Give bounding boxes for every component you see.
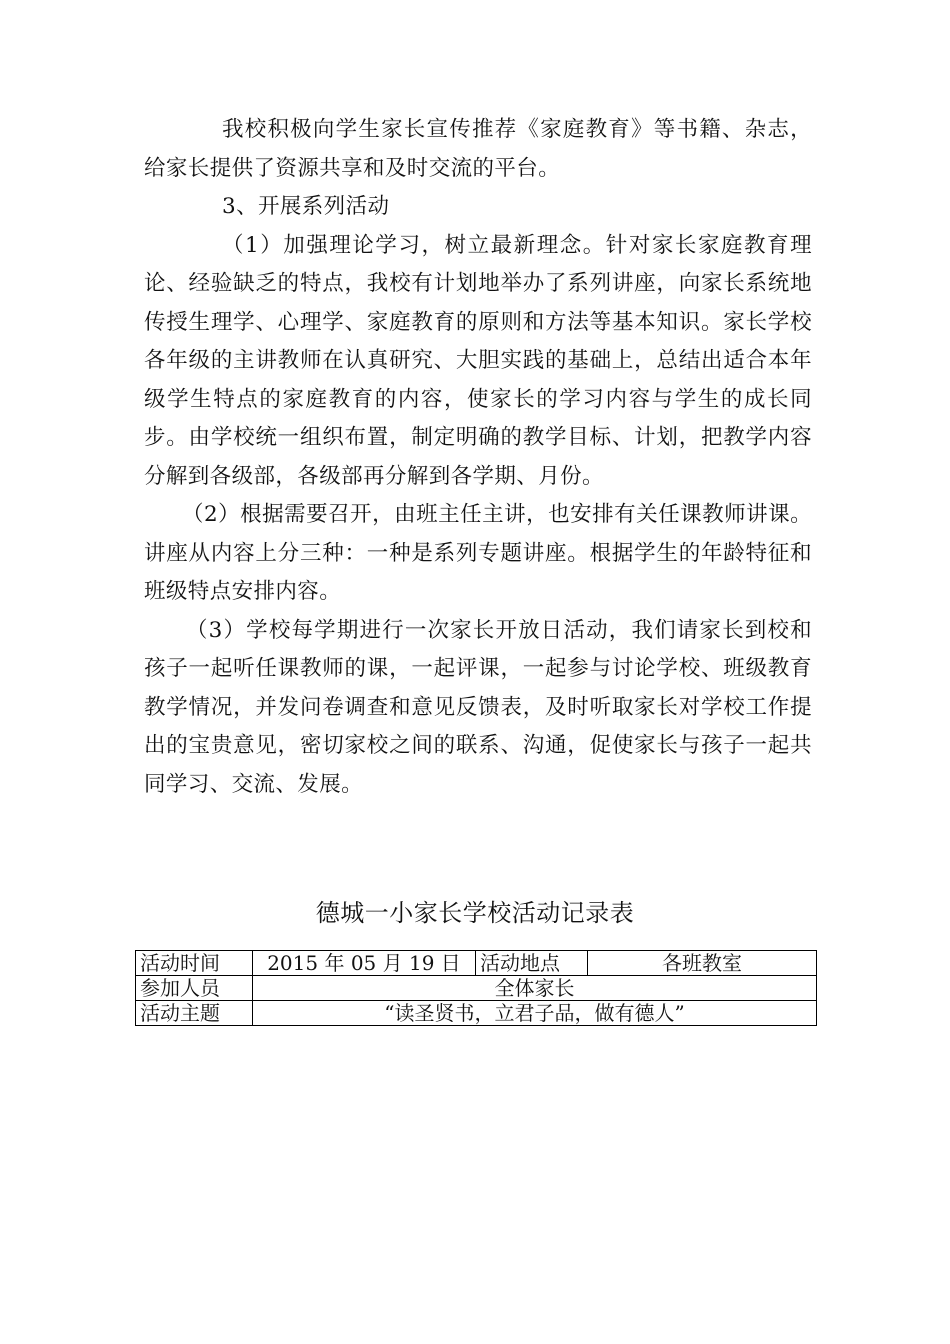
theme-label-cell: 活动主题 <box>136 1001 253 1026</box>
time-value-cell: 2015 年 05 月 19 日 <box>253 951 476 976</box>
body-text <box>144 111 812 804</box>
paragraph-lectures: （2）根据需要召开，由班主任主讲，也安排有关任课教师讲课。讲座从内容上分三种：一种是系列专题讲座。根据学生的年龄特征和班级特点安排内容。 <box>144 502 812 604</box>
record-table-title: 德城一小家长学校活动记录表 <box>315 899 635 927</box>
table-row <box>136 1001 817 1026</box>
paragraph-open-day: （3）学校每学期进行一次家长开放日活动，我们请家长到校和孩子一起听任课教师的课，一起评课，一起参与讨论学校、班级教育教学情况，并发问卷调查和意见反馈表，及时听取家长对学校工作提出的宝贵意见，密切家校之间的联系、沟通，促使家长与孩子一起共同学习、交流、发展。 <box>144 617 812 797</box>
activity-record-table <box>135 950 817 1026</box>
section-heading-activities: 3、开展系列活动 <box>222 194 390 219</box>
place-label-cell: 活动地点 <box>476 951 588 976</box>
theme-value-cell: “读圣贤书，立君子品，做有德人” <box>253 1001 817 1026</box>
participants-label-cell: 参加人员 <box>136 976 253 1001</box>
table-row <box>136 951 817 976</box>
paragraph-theory-study: （1）加强理论学习，树立最新理念。针对家长家庭教育理论、经验缺乏的特点，我校有计划地举办了系列讲座，向家长系统地传授生理学、心理学、家庭教育的原则和方法等基本知识。家长学校各年级的主讲教师在认真研究、大胆实践的基础上，总结出适合本年级学生特点的家庭教育的内容，使家长的学习内容与学生的成长同步。由学校统一组织布置，制定明确的教学目标、计划，把教学内容分解到各级部，各级部再分解到各学期、月份。 <box>144 232 812 489</box>
paragraph-book-promotion: 我校积极向学生家长宣传推荐《家庭教育》等书籍、杂志，给家长提供了资源共享和及时交流的平台。 <box>144 117 812 181</box>
place-value-cell: 各班教室 <box>588 951 817 976</box>
time-label-cell: 活动时间 <box>136 951 253 976</box>
participants-value-cell: 全体家长 <box>253 976 817 1001</box>
table-row <box>136 976 817 1001</box>
